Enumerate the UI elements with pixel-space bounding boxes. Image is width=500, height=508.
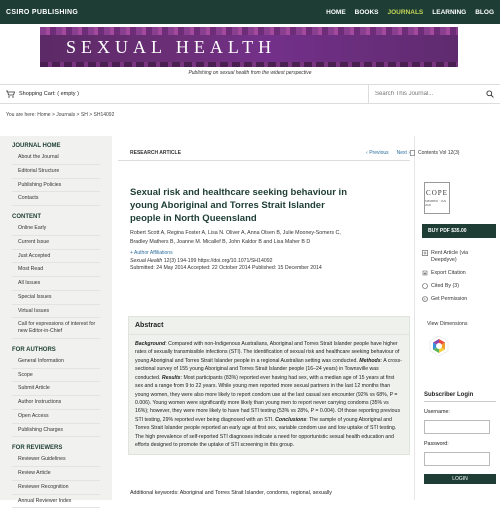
cited-by-link[interactable] bbox=[422, 283, 459, 290]
cart-search-bar bbox=[0, 84, 500, 104]
sidebar-item[interactable]: General Information bbox=[12, 355, 100, 369]
cited-by-icon bbox=[422, 283, 428, 289]
rent-icon bbox=[422, 250, 428, 256]
cart-icon bbox=[6, 90, 15, 98]
publication-dates: Submitted: 24 May 2014 Accepted: 22 October 2014 Published: 15 December 2014 bbox=[130, 265, 410, 271]
permission-icon bbox=[422, 296, 428, 302]
login-button[interactable]: LOGIN bbox=[424, 474, 496, 484]
citation-details[interactable]: 12(3) 194-199 https://doi.org/10.1071/SH14092 bbox=[162, 258, 272, 264]
sidebar-section-title[interactable]: JOURNAL HOME bbox=[12, 143, 100, 149]
cope-mark: COPE bbox=[426, 189, 448, 197]
sidebar-item[interactable]: Author Instructions bbox=[12, 396, 100, 410]
cope-logo[interactable] bbox=[424, 182, 450, 214]
password-label: Password: bbox=[424, 441, 496, 447]
sidebar-item[interactable]: Publishing Policies bbox=[12, 179, 100, 193]
abstract-text-methods: : A cross-sectional survey of 155 young Aboriginal and Torres Strait Islander people (16–24 years) in Townsville was conducted. bbox=[135, 358, 402, 381]
subscriber-login bbox=[424, 392, 496, 484]
abstract-heading: Abstract bbox=[129, 317, 409, 335]
export-citation-label: Export Citation bbox=[431, 270, 466, 277]
sidebar-item[interactable]: Reviewer Guidelines bbox=[12, 453, 100, 467]
sidebar-item[interactable]: Editorial Structure bbox=[12, 165, 100, 179]
nav-journals[interactable]: JOURNALS bbox=[388, 9, 424, 16]
sidebar-item[interactable]: Just Accepted bbox=[12, 250, 100, 264]
journal-tagline: Publishing on sexual health from the widest perspective bbox=[0, 70, 500, 76]
contents-label: Contents Vol 12(3) bbox=[418, 150, 459, 156]
password-field[interactable] bbox=[424, 452, 490, 466]
sidebar-item[interactable]: Online Early bbox=[12, 222, 100, 236]
sidebar bbox=[0, 136, 112, 500]
article-meta-bar bbox=[118, 146, 410, 161]
sidebar-item[interactable]: Reviewer Recognition bbox=[12, 481, 100, 495]
export-citation-link[interactable] bbox=[422, 270, 466, 277]
banner-pattern bbox=[40, 27, 458, 35]
article-type: RESEARCH ARTICLE bbox=[118, 150, 181, 156]
search-button[interactable] bbox=[480, 85, 500, 103]
previous-link[interactable]: ‹ Previous bbox=[366, 150, 389, 156]
nav-learning[interactable]: LEARNING bbox=[432, 9, 466, 16]
column-divider bbox=[414, 136, 415, 500]
export-icon bbox=[422, 270, 428, 276]
breadcrumb[interactable]: You are here: Home > Journals > SH > SH14092 bbox=[6, 112, 114, 118]
view-dimensions-link[interactable]: View Dimensions bbox=[427, 321, 468, 327]
svg-text:©: © bbox=[424, 297, 427, 301]
username-field[interactable] bbox=[424, 420, 490, 434]
citation bbox=[130, 258, 410, 264]
publisher-brand[interactable]: CSIRO PUBLISHING bbox=[6, 9, 78, 16]
get-permission-label: Get Permission bbox=[431, 296, 467, 303]
sidebar-item[interactable]: Virtual Issues bbox=[12, 305, 100, 319]
journal-search bbox=[368, 85, 500, 103]
cited-by-label: Cited By (3) bbox=[431, 283, 459, 290]
author-affiliations-toggle[interactable]: + Author Affiliations bbox=[130, 250, 410, 256]
journal-title: SEXUAL HEALTH bbox=[66, 37, 276, 58]
journal-banner[interactable] bbox=[40, 27, 458, 67]
document-icon bbox=[410, 150, 415, 156]
buy-pdf-button[interactable]: BUY PDF $35.00 bbox=[422, 224, 496, 238]
cart-label: Shopping Cart: ( empty ) bbox=[19, 91, 79, 97]
sidebar-item[interactable]: All Issues bbox=[12, 277, 100, 291]
abstract-label-results: Results bbox=[162, 375, 181, 381]
nav-blog[interactable]: BLOG bbox=[475, 9, 494, 16]
sidebar-item[interactable]: Review Article bbox=[12, 467, 100, 481]
sidebar-item[interactable]: Scope bbox=[12, 369, 100, 383]
contents-link[interactable] bbox=[410, 150, 459, 156]
sidebar-item[interactable]: Annual Reviewer Index bbox=[12, 495, 100, 508]
top-navigation-bar bbox=[0, 0, 500, 24]
author-list[interactable]: Robert Scott A, Regina Foster A, Lisa N. Oliver A, Anna Olsen B, Julie Mooney-Somers C, Bradley Mathers B, Joanne M. Micallef B, John Kaldor B and Lisa Maher B D bbox=[130, 229, 348, 246]
banner-pattern-bottom bbox=[40, 62, 458, 67]
additional-keywords: Additional keywords: Aboriginal and Torres Strait Islander, condoms, regional, sexually bbox=[130, 490, 332, 496]
sidebar-section-title[interactable]: FOR AUTHORS bbox=[12, 347, 100, 353]
sidebar-item[interactable]: Special Issues bbox=[12, 291, 100, 305]
sidebar-item[interactable]: Submit Article bbox=[12, 382, 100, 396]
article-title: Sexual risk and healthcare seeking behaviour in young Aboriginal and Torres Strait Islander people in North Queensland bbox=[130, 187, 348, 225]
get-permission-link[interactable] bbox=[422, 296, 467, 303]
sidebar-item[interactable]: About the Journal bbox=[12, 151, 100, 165]
rent-article-link[interactable] bbox=[422, 250, 493, 264]
top-nav bbox=[326, 9, 494, 16]
article-header bbox=[118, 187, 410, 271]
abstract-label-methods: Methods bbox=[359, 358, 380, 364]
article-main bbox=[118, 146, 410, 271]
subscriber-login-title: Subscriber Login bbox=[424, 392, 496, 402]
abstract-text-conclusions: : The sample of young Aboriginal and Torres Strait Islander people reported an early age at first sex, variable condom use and low uptake of STI testing. The high prevalence of self-reported STI diagnoses indicate a need for opportunistic sexual health education and efforts designed to promote the uptake of STI screening in this group. bbox=[135, 417, 396, 448]
next-link[interactable]: Next › bbox=[397, 150, 410, 156]
sidebar-item[interactable]: Open Access bbox=[12, 410, 100, 424]
sidebar-item[interactable]: Publishing Charges bbox=[12, 424, 100, 438]
citation-journal: Sexual Health bbox=[130, 258, 162, 264]
nav-home[interactable]: HOME bbox=[326, 9, 346, 16]
search-input[interactable] bbox=[375, 91, 480, 97]
abstract-body bbox=[129, 335, 409, 454]
rent-article-label: Rent Article (via Deepdyve) bbox=[431, 250, 493, 264]
dimensions-badge-icon[interactable] bbox=[428, 335, 450, 357]
abstract-label-background: Background bbox=[135, 341, 165, 347]
nav-books[interactable]: BOOKS bbox=[355, 9, 379, 16]
abstract-label-conclusions: Conclusions bbox=[275, 417, 306, 423]
abstract-text-background: : Compared with non-Indigenous Australians, Aboriginal and Torres Strait Islander people have higher rates of sexually transmissible infections (STI). The identification of sexual risk and healthcare seeking behaviour of young Aboriginal and Torres Strait Islander people in a regional Australian setting was conducted. bbox=[135, 341, 399, 364]
article-pager bbox=[366, 150, 410, 156]
username-label: Username: bbox=[424, 409, 496, 415]
sidebar-item[interactable]: Call for expressions of interest for new Editor-in-Chief bbox=[12, 318, 100, 339]
sidebar-item[interactable]: Current Issue bbox=[12, 236, 100, 250]
abstract-text-results: : Most participants (83%) reported ever having had sex, with a median age of 15 years at first sex and a range from 9 to 22 years. While young men reported more sexual partners in the last 12 months than young women, they were also more likely to report condom use at the last casual sex encounter (92% vs 68%, P = 0.006). Young women were significantly more likely than young men to report never carrying condoms (35% vs 16%); however, they were more likely to have had STI testing (53% vs 28%, P = 0.004). Of those reporting previous STI testing, 29% reported ever being diagnosed with an STI. bbox=[135, 375, 400, 423]
abstract-box bbox=[128, 316, 410, 455]
sidebar-section-title[interactable]: FOR REVIEWERS bbox=[12, 445, 100, 451]
cope-subtext: MEMBER · JAN 2026 bbox=[425, 199, 449, 207]
sidebar-section-title[interactable]: CONTENT bbox=[12, 214, 100, 220]
shopping-cart[interactable] bbox=[0, 90, 368, 98]
search-icon bbox=[486, 90, 494, 98]
sidebar-item[interactable]: Most Read bbox=[12, 263, 100, 277]
sidebar-item[interactable]: Contacts bbox=[12, 192, 100, 206]
